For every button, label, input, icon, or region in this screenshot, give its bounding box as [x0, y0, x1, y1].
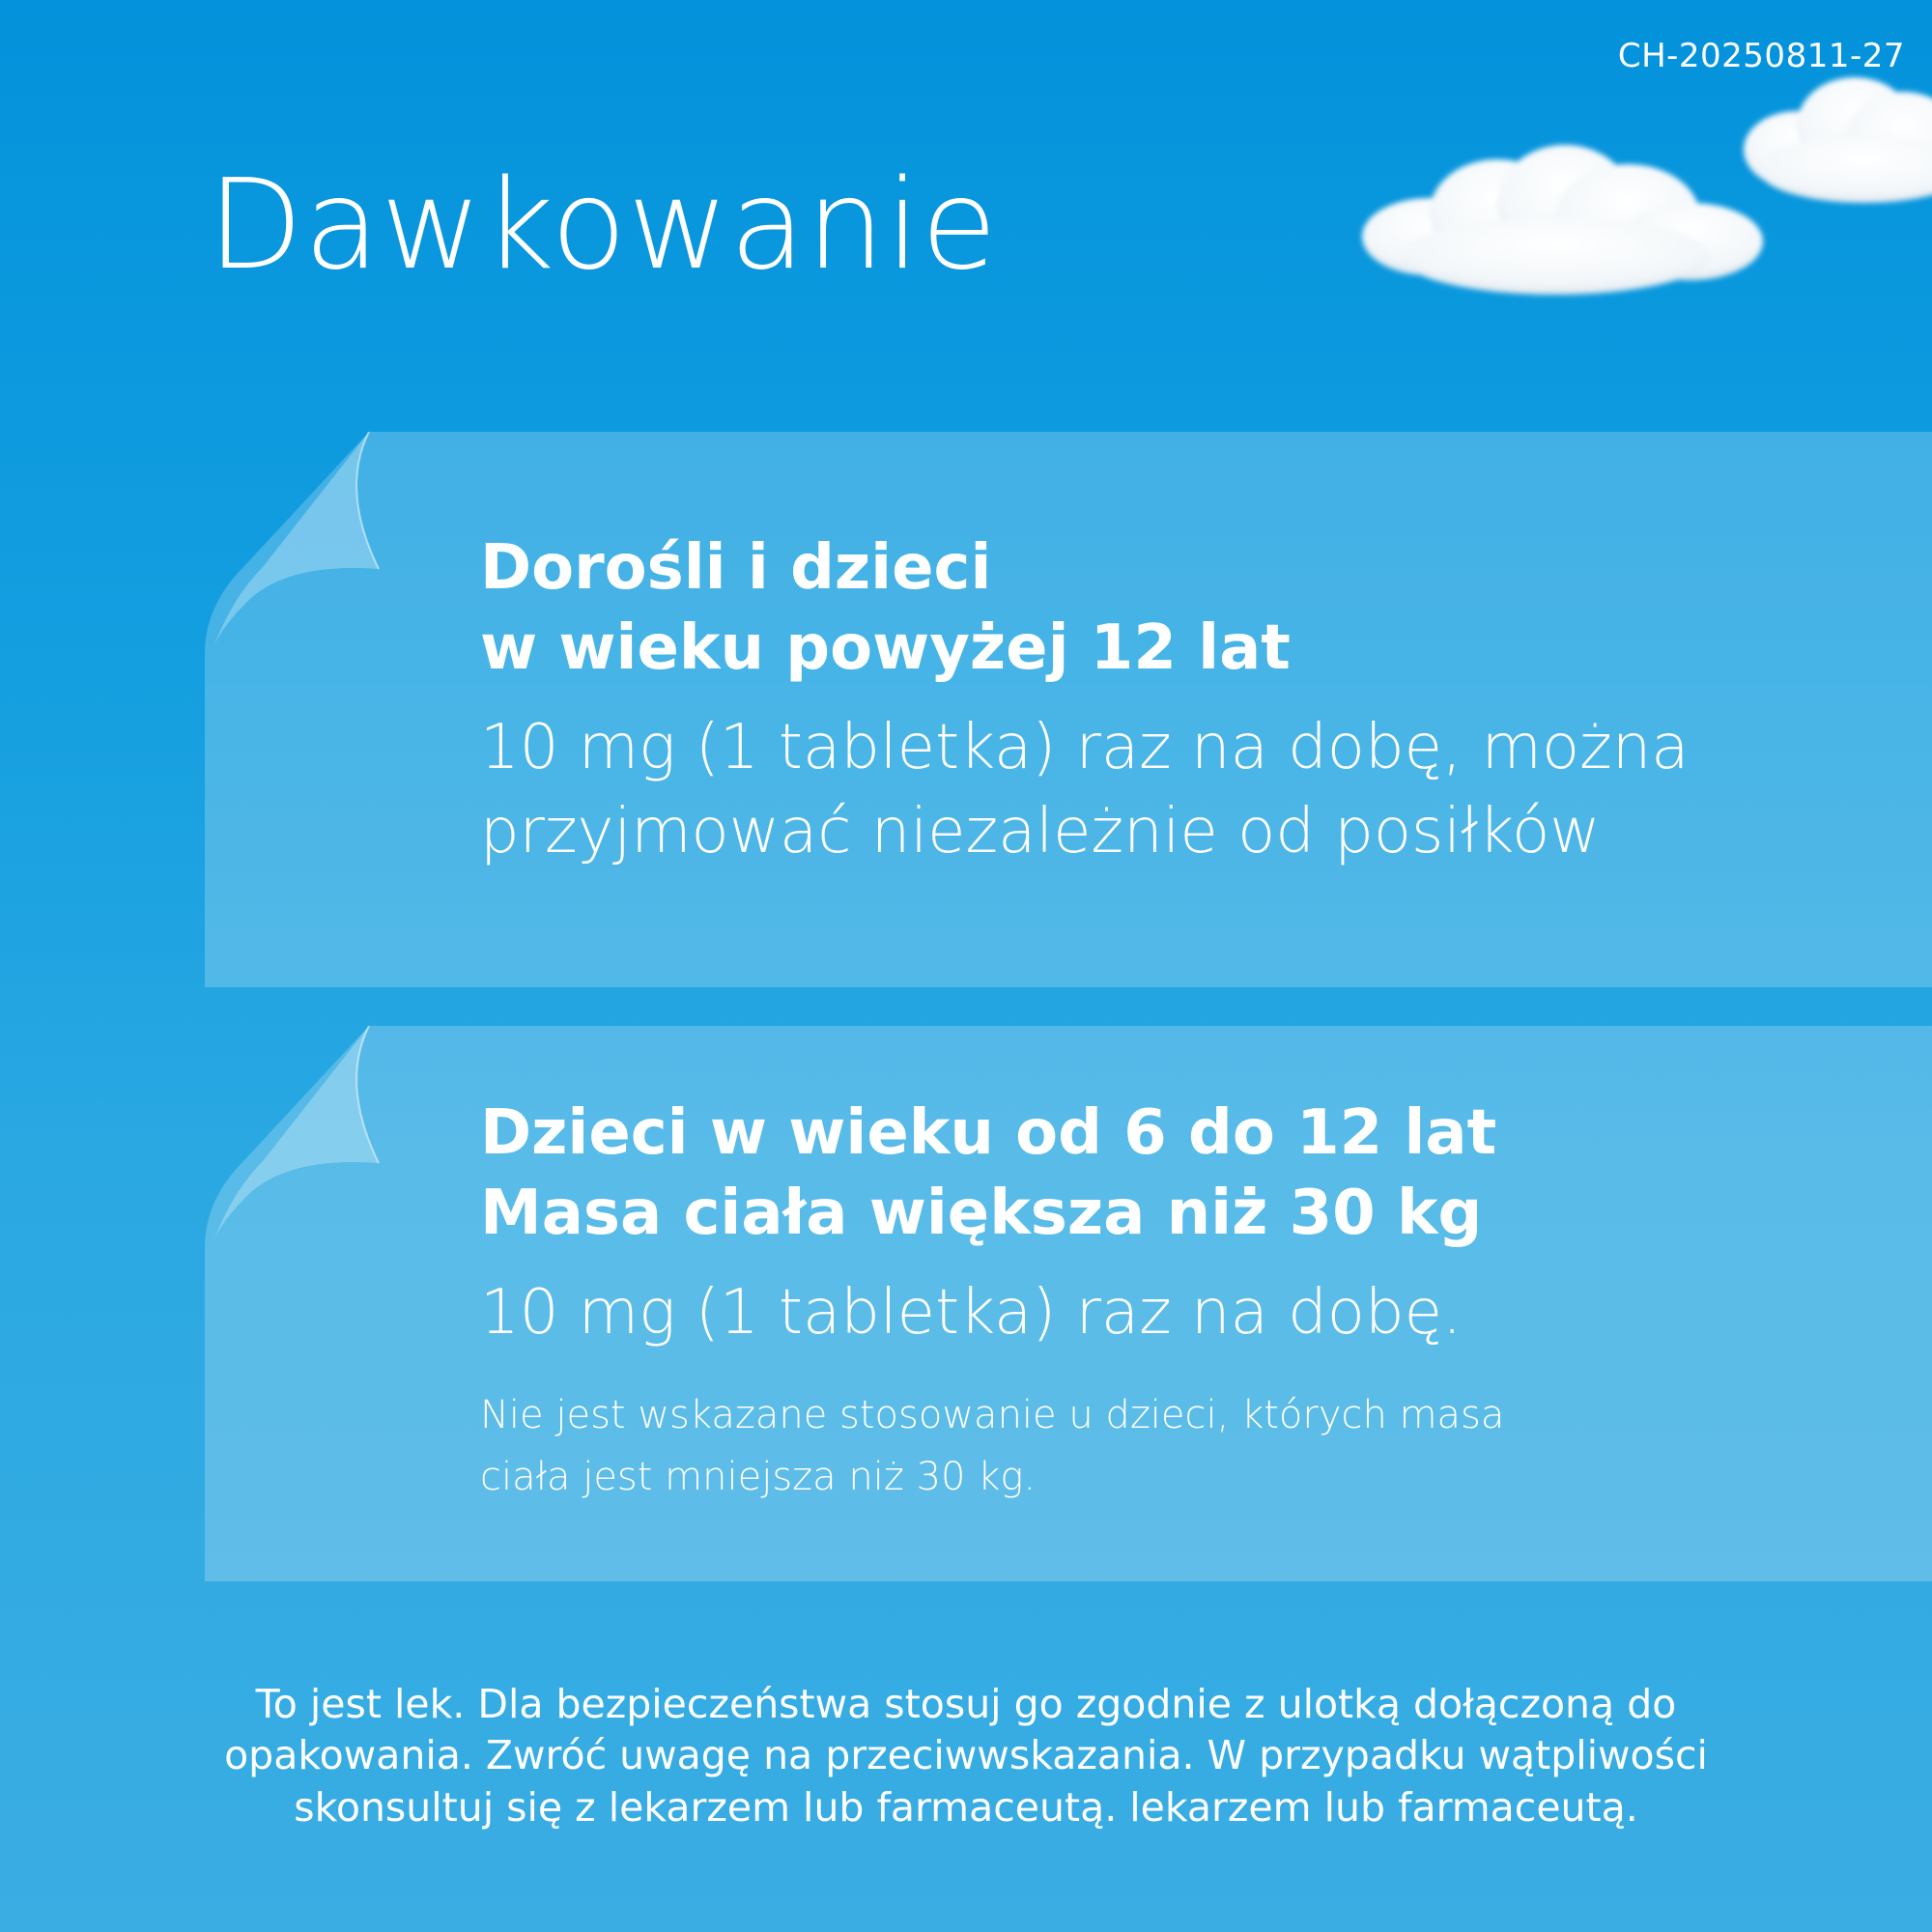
dosage-card-adults	[205, 432, 1932, 987]
card-body	[480, 1271, 1835, 1354]
disclaimer-line: To jest lek. Dla bezpieczeństwa stosuj go zgodnie z ulotką dołączoną do	[255, 1681, 1677, 1727]
card-heading	[480, 528, 1835, 689]
page-title: Dawkowanie	[208, 154, 999, 298]
body-line: przyjmować niezależnie od posiłków	[480, 795, 1601, 867]
note-line: ciała jest mniejsza niż 30 kg.	[480, 1454, 1037, 1499]
heading-line: Masa ciała większa niż 30 kg	[480, 1178, 1483, 1250]
card-note	[480, 1384, 1835, 1508]
disclaimer-line: skonsultuj się z lekarzem lub farmaceutą. lekarzem lub farmaceutą.	[294, 1783, 1638, 1831]
body-line: 10 mg (1 tabletka) raz na dobę.	[480, 1277, 1463, 1350]
heading-line: Dorośli i dzieci	[480, 532, 992, 604]
note-line: Nie jest wskazane stosowanie u dzieci, których masa	[480, 1392, 1505, 1437]
card-body	[480, 706, 1835, 873]
dosage-card-children	[205, 1026, 1932, 1581]
legal-disclaimer	[58, 1679, 1874, 1833]
disclaimer-line: opakowania. Zwróć uwagę na przeciwwskazania. W przypadku wątpliwości	[224, 1732, 1708, 1779]
heading-line: Dzieci w wieku od 6 do 12 lat	[480, 1097, 1497, 1169]
cloud-icon	[1294, 58, 1932, 348]
document-code: CH-20250811-27	[1617, 37, 1905, 75]
body-line: 10 mg (1 tabletka) raz na dobę, można	[480, 712, 1690, 784]
card-heading	[480, 1094, 1835, 1254]
heading-line: w wieku powyżej 12 lat	[480, 612, 1291, 685]
